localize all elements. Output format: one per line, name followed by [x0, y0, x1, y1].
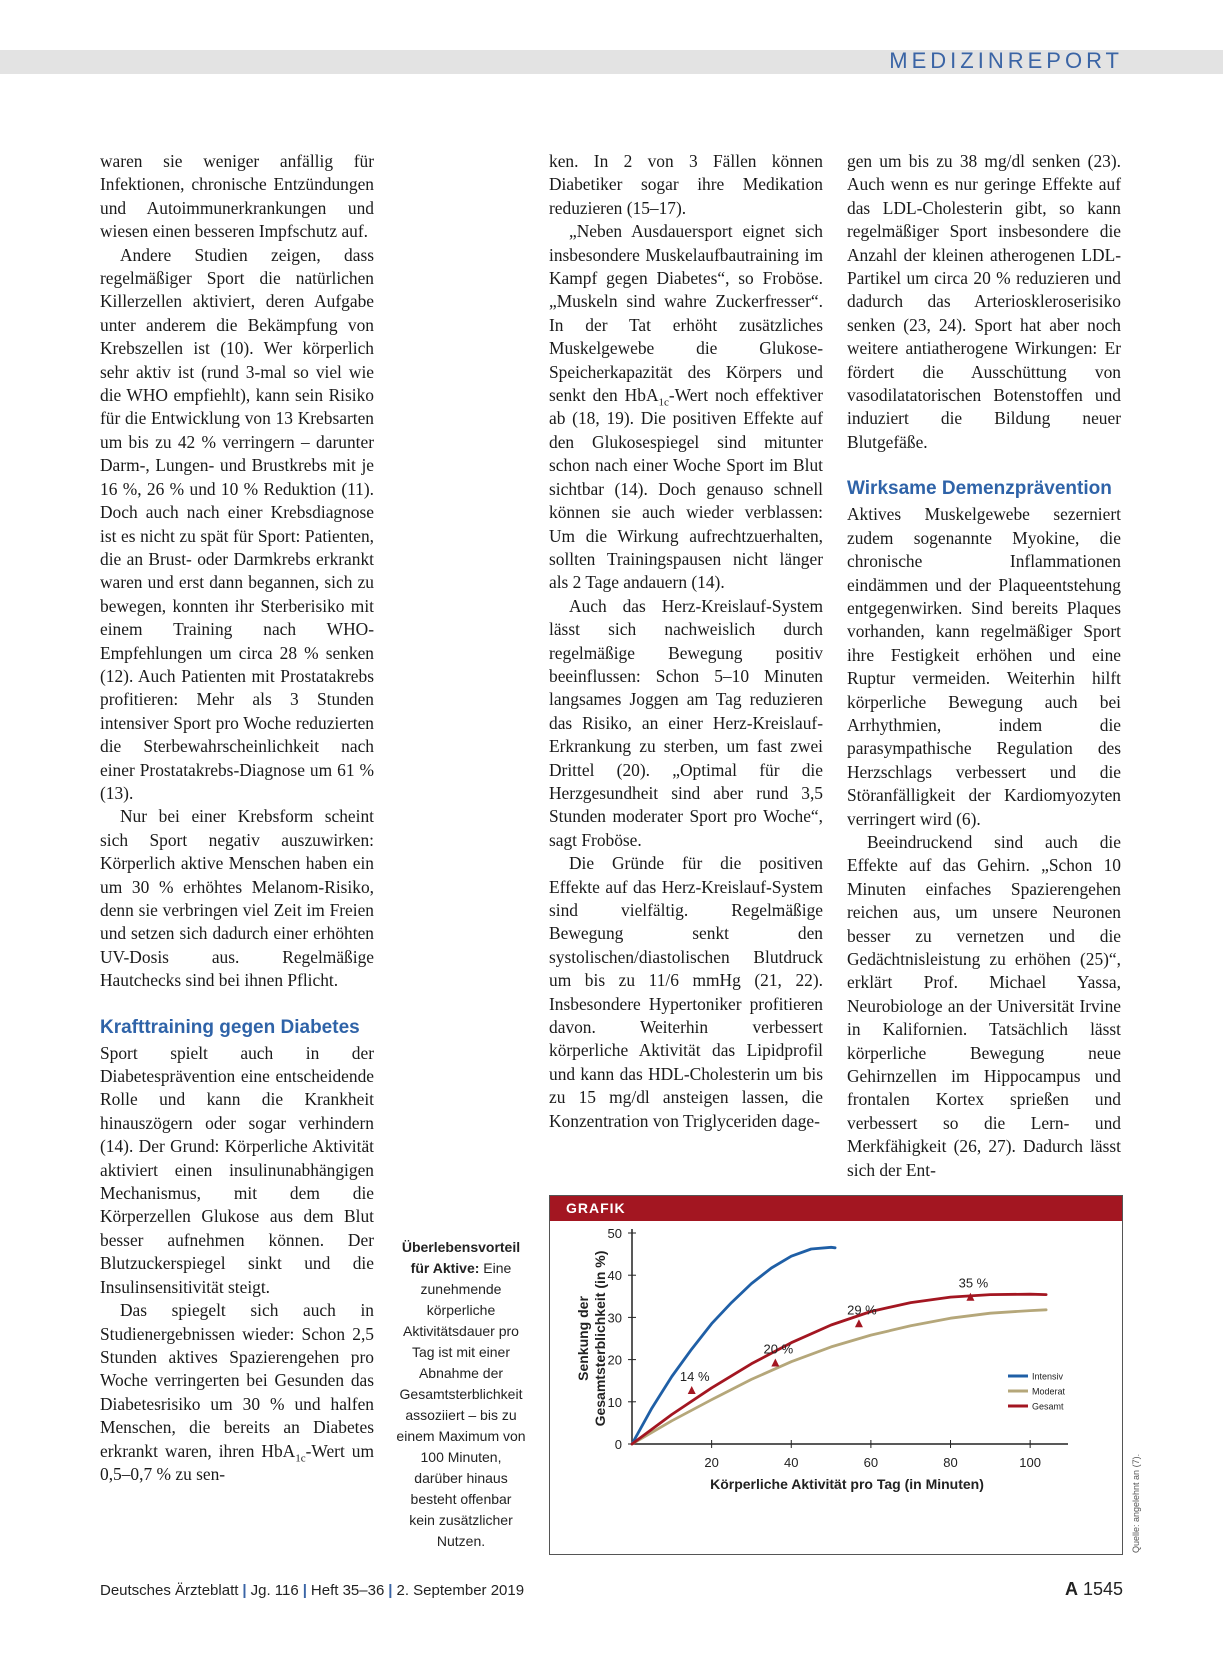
page-value: 1545: [1082, 1579, 1123, 1599]
annotation-label: 35 %: [958, 1275, 989, 1291]
y-axis-label: Senkung derGesamtsterblichkeit (in %): [575, 1250, 608, 1427]
paragraph-text: ken. In 2 von 3 Fällen können Diabetiker sogar ihre Medikation reduzieren (15–17).: [549, 151, 823, 218]
journal-volume: Jg. 116: [250, 1582, 299, 1599]
y-tick-label: 20: [607, 1352, 622, 1368]
paragraph-text: waren sie weniger anfällig für Infektionen, chronische Entzündungen und Autoimmunerkrankungen und wiesen einen besseren Impfschutz auf.: [100, 151, 374, 242]
y-tick-label: 0: [614, 1437, 622, 1452]
subscript: 1c: [658, 396, 669, 409]
paragraph-text: gen um bis zu 38 mg/dl senken (23). Auch wenn es nur geringe Effekte auf das LDL-Cholesterin gibt, so kann regelmäßiger Sport insbesondere die Anzahl der kleinen atherogenen LDL-Partikel um circa 20 % reduzieren und dadurch das Arterioskleroserisiko senken (23, 24). Sport hat aber noch weitere antiatherogene Wirkungen: Er fördert die Ausschüttung von vasodilatatorischen Botenstoffen und induziert die Bildung neuer Blutgefäße.: [847, 151, 1121, 452]
paragraph-text: Nur bei einer Krebsform scheint sich Sport negativ auszuwirken: Körperlich aktive Menschen haben ein um 30 % erhöhtes Melanom-Risiko, denn sie verbringen viel Zeit im Freien und setzen sich dadurch einer erhöhten UV-Dosis aus. Regelmäßige Hautchecks sind bei ihnen Pflicht.: [100, 806, 374, 991]
annotation-marker: [771, 1359, 779, 1367]
paragraph: [847, 503, 1121, 831]
paragraph-text: Auch das Herz-Kreislauf-System lässt sich nachweislich durch regelmäßige Bewegung positiv beeinflussen: Schon 5–10 Minuten langsames Joggen am Tag reduzieren das Risiko, an einer Herz-Kreislauf-Erkrankung zu sterben, um fast zwei Drittel (20). „Optimal für die Herzgesundheit sind aber rund 3,5 Stunden moderater Sport pro Woche“, sagt Froböse.: [549, 595, 823, 850]
paragraph: [100, 805, 374, 992]
caption-text: Eine zunehmende körperliche Aktivitätsdauer pro Tag ist mit einer Abnahme der Gesamtsterblichkeit assoziiert – bis zu einem Maximum von 100 Minuten, darüber hinaus besteht offenbar kein zusätzlicher Nutzen.: [396, 1260, 526, 1549]
paragraph-text: Beeindruckend sind auch die Effekte auf das Gehirn. „Schon 10 Minuten einfaches Spazierengehen reichen aus, um unsere Neuronen besser zu vernetzen und die Gedächtnisleistung zu erhöhen (25)“, erklärt Prof. Michael Yassa, Neurobiologe an der Universität Irvine in Kalifornien. Tatsächlich lässt körperliche Bewegung neue Gehirnzellen im Hippocampus und frontalen Kortex sprießen und verbessert so die Lern- und Merkfähigkeit (26, 27). Dadurch lässt sich der Ent-: [847, 831, 1121, 1180]
series-line-intensiv: [632, 1247, 835, 1444]
x-tick-label: 60: [863, 1455, 879, 1470]
annotation-label: 20 %: [763, 1341, 794, 1357]
annotation-marker: [688, 1386, 696, 1394]
section-heading: Wirksame Demenzprävention: [847, 478, 1112, 500]
grafik-label: GRAFIK: [550, 1196, 1122, 1221]
section-title: MEDIZINREPORT: [889, 48, 1123, 73]
journal-issue: Heft 35–36: [310, 1582, 385, 1599]
paragraph: [549, 852, 823, 1133]
grafik-box: [549, 1195, 1123, 1555]
paragraph: [100, 150, 374, 244]
paragraph-text: Andere Studien zeigen, dass regelmäßiger Sport die natürlichen Killerzellen aktiviert, deren Aufgabe unter anderem die Bekämpfung von Krebszellen ist (10). Wer körperlich sehr aktiv ist (rund 3-mal so viel wie die WHO empfiehlt), kann sein Risiko für die Entwicklung von 13 Krebsarten um bis zu 42 % verringern – darunter Darm-, Lungen- und Brustkrebs mit je 16 %, 26 % und 10 % Reduktion (11). Doch auch nach einer Krebsdiagnose ist es nicht zu spät für Sport: Patienten, die an Brust- oder Darmkrebs erkrankt waren und erst dann begannen, sich zu bewegen, konnten ihr Sterberisiko mit einem Training nach WHO-Empfehlungen um circa 28 % senken (12). Auch Patienten mit Prostatakrebs profitieren: Mehr als 3 Stunden intensiver Sport pro Woche reduzierten die Sterbewahrscheinlichkeit nach einer Prostatakrebs-Diagnose um 61 % (13).: [100, 244, 374, 803]
mortality-chart: [550, 1221, 1122, 1553]
footer-separator: |: [302, 1582, 307, 1599]
paragraph: [549, 220, 823, 595]
paragraph: [847, 831, 1121, 1182]
caption-bold: Überlebensvorteil für Aktive:: [401, 1239, 521, 1276]
paragraph-text: Sport spielt auch in der Diabetesprävention eine entscheidende Rolle und kann die Krankheit hinauszögern oder sogar verhindern (14). Der Grund: Körperliche Aktivität aktiviert einen insulinunabhängigen Mechanismus, mit dem die Körperzellen Glukose aus dem Blut besser aufnehmen können. Der Blutzuckerspiegel sinkt und die Insulinsensitivität steigt.: [100, 1042, 374, 1297]
x-tick-label: 40: [784, 1455, 799, 1470]
footer: [100, 1582, 524, 1599]
legend-label: Moderat: [1032, 1386, 1066, 1397]
journal-name: Deutsches Ärzteblatt: [100, 1582, 239, 1599]
paragraph: [847, 150, 1121, 454]
footer-separator: |: [388, 1582, 393, 1599]
page-number: [1065, 1579, 1123, 1600]
paragraph-text: -Wert noch effektiver ab (18, 19). Die positiven Effekte auf den Glukosespiegel sind mitunter schon nach einer Woche Sport im Blut sichtbar (14). Doch genauso schnell können sie auch wieder verblassen: Um die Wirkung aufrechtzuerhalten, sollten Trainingspausen nicht länger als 2 Tage andauern (14).: [549, 385, 823, 593]
paragraph: [549, 595, 823, 852]
column-1: [100, 150, 374, 1486]
y-tick-label: 30: [607, 1310, 622, 1326]
y-tick-label: 40: [607, 1268, 622, 1284]
legend-label: Intensiv: [1032, 1371, 1064, 1382]
paragraph: [549, 150, 823, 220]
column-3: [847, 150, 1121, 1182]
footer-separator: |: [242, 1582, 247, 1599]
paragraph: [100, 1042, 374, 1299]
x-tick-label: 80: [943, 1455, 958, 1470]
section-heading: Krafttraining gegen Diabetes: [100, 1016, 360, 1038]
paragraph-text: Die Gründe für die positiven Effekte auf das Herz-Kreislauf-System sind vielfältig. Regelmäßige Bewegung senkt den systolischen/diastolischen Blutdruck um bis zu 11/6 mmHg (21, 22). Insbesondere Hypertoniker profitieren davon. Weiterhin verbessert körperliche Aktivität das Lipidprofil und kann das HDL-Cholesterin um bis zu 15 mg/dl ansteigen lassen, die Konzentration von Triglyceriden dage-: [549, 853, 823, 1131]
x-tick-label: 20: [704, 1455, 719, 1470]
paragraph: [100, 1299, 374, 1486]
legend-label: Gesamt: [1032, 1401, 1064, 1412]
y-tick-label: 10: [607, 1394, 622, 1410]
paragraph: [100, 244, 374, 806]
source-note: Quelle: angelehnt an (7).: [1131, 1453, 1141, 1553]
paragraph-text: -Wert um 0,5–0,7 % zu sen-: [100, 1440, 374, 1484]
column-2: [549, 150, 823, 1133]
annotation-label: 29 %: [847, 1302, 877, 1318]
y-tick-label: 50: [607, 1226, 622, 1241]
figure-caption: [396, 1237, 526, 1552]
x-tick-label: 100: [1019, 1455, 1041, 1470]
journal-date: 2. September 2019: [396, 1582, 525, 1599]
annotation-marker: [855, 1319, 863, 1327]
page-prefix: A: [1064, 1579, 1078, 1599]
paragraph-text: „Neben Ausdauersport eignet sich insbesondere Muskelaufbautraining im Kampf gegen Diabetes“, so Froböse. „Muskeln sind wahre Zuckerfresser“. In der Tat erhöht zusätzliches Muskelgewebe die Glukose-Speicherkapazität des Körpers und senkt den HbA: [549, 221, 823, 406]
subscript: 1c: [295, 1452, 306, 1464]
paragraph-text: Das spiegelt sich auch in Studienergebnissen wieder: Schon 2,5 Stunden aktives Spazierengehen pro Woche verringerten bei Gesunden das Diabetesrisiko um 30 % und halfen Menschen, die bereits an Diabetes erkrankt waren, ihren HbA: [100, 1300, 374, 1461]
annotation-label: 14 %: [679, 1368, 710, 1384]
paragraph-text: Aktives Muskelgewebe sezerniert zudem sogenannte Myokine, die chronische Inflammationen eindämmen und der Plaqueentstehung entgegenwirken. Sind bereits Plaques vorhanden, kann regelmäßiger Sport ihre Festigkeit erhöhen und eine Ruptur vermeiden. Weiterhin hilft körperliche Bewegung auch bei Arrhythmien, indem die parasympathische Regulation des Herzschlags verbessert und die Störanfälligkeit der Kardiomyozyten verringert wird (6).: [847, 504, 1121, 829]
x-axis-label: Körperliche Aktivität pro Tag (in Minuten): [710, 1476, 984, 1492]
